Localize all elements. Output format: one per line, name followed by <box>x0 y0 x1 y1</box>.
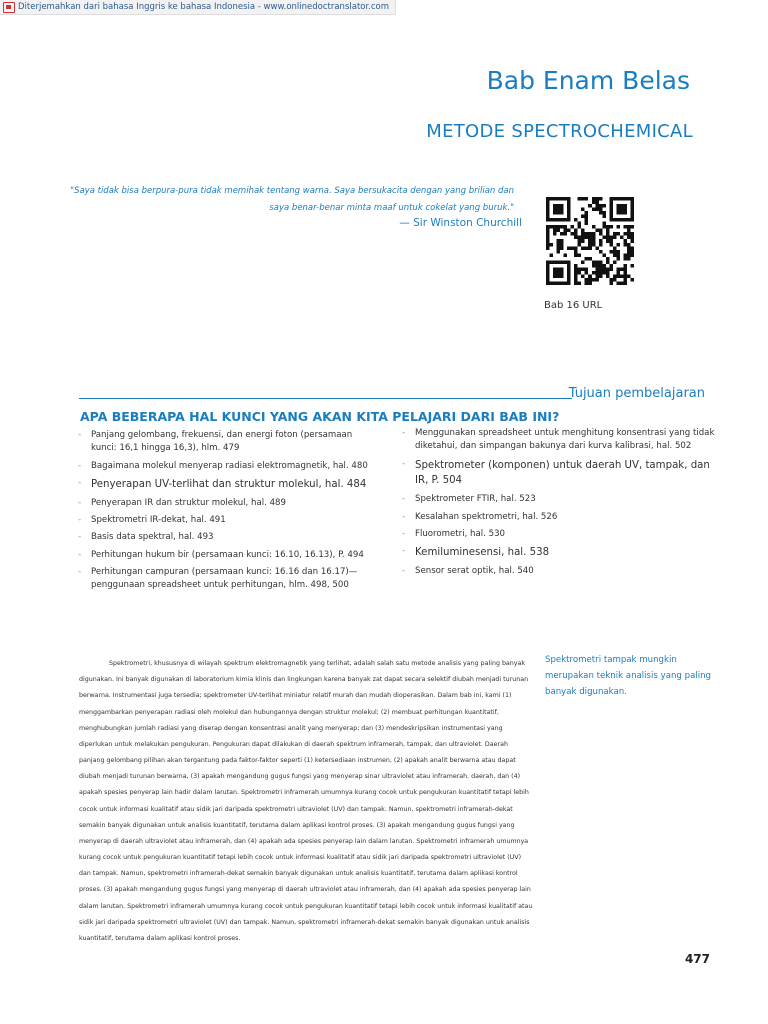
objective-item: - Kemiluminesensi, hal. 538 <box>402 545 722 561</box>
translator-banner[interactable] <box>0 0 396 15</box>
objective-item: - Kesalahan spektrometri, hal. 526 <box>402 511 722 524</box>
objectives-label: Tujuan pembelajaran <box>568 386 705 401</box>
objectives-heading: APA BEBERAPA HAL KUNCI YANG AKAN KITA PELAJARI DARI BAB INI? <box>80 409 560 424</box>
epigraph-line-2: saya benar-benar minta maaf untuk cokelat yang buruk." <box>269 203 514 213</box>
objective-item: - Spektrometri IR-dekat, hal. 491 <box>78 514 378 527</box>
qr-code-icon[interactable] <box>546 196 634 286</box>
page-number: 477 <box>684 952 710 966</box>
chapter-subtitle: METODE SPECTROCHEMICAL <box>426 121 693 142</box>
objective-item: - Spektrometer (komponen) untuk daerah UV, tampak, dan IR, P. 504 <box>402 458 722 490</box>
qr-caption: Bab 16 URL <box>544 300 603 311</box>
objective-item: - Penyerapan IR dan struktur molekul, hal. 489 <box>78 497 378 510</box>
objective-item: - Panjang gelombang, frekuensi, dan energi foton (persamaan kunci: 16,1 hingga 16,3), hlm. 479 <box>78 429 378 456</box>
objective-item: - Basis data spektral, hal. 493 <box>78 531 378 544</box>
chapter-title: Bab Enam Belas <box>486 66 690 95</box>
objective-item: - Sensor serat optik, hal. 540 <box>402 565 722 578</box>
objectives-list-left <box>78 429 378 597</box>
objective-item: - Fluorometri, hal. 530 <box>402 528 722 541</box>
document-icon <box>3 2 15 13</box>
margin-note: Spektrometri tampak mungkin merupakan teknik analisis yang paling banyak digunakan. <box>545 655 712 697</box>
objectives-list-right <box>402 427 722 582</box>
translator-banner-text: Diterjemahkan dari bahasa Inggris ke bahasa Indonesia - www.onlinedoctranslator.com <box>18 2 390 12</box>
objective-item: - Penyerapan UV-terlihat dan struktur molekul, hal. 484 <box>78 477 378 493</box>
objective-item: - Perhitungan hukum bir (persamaan kunci: 16.10, 16.13), P. 494 <box>78 549 378 562</box>
objective-item: - Spektrometer FTIR, hal. 523 <box>402 493 722 506</box>
objective-item: - Bagaimana molekul menyerap radiasi elektromagnetik, hal. 480 <box>78 460 378 473</box>
epigraph-attribution: — Sir Winston Churchill <box>399 217 522 229</box>
objective-item: - Perhitungan campuran (persamaan kunci: 16.16 dan 16.17)—penggunaan spreadsheet untuk perhitungan, hlm. 498, 500 <box>78 566 378 593</box>
objective-item: - Menggunakan spreadsheet untuk menghitung konsentrasi yang tidak diketahui, dan simpangan bakunya dari kurva kalibrasi, hal. 502 <box>402 427 722 454</box>
objectives-rule <box>79 398 572 399</box>
epigraph-line-1: "Saya tidak bisa berpura-pura tidak memihak tentang warna. Saya bersukacita dengan yang brilian dan <box>70 186 514 196</box>
body-paragraph: Spektrometri, khususnya di wilayah spektrum elektromagnetik yang terlihat, adalah salah satu metode analisis yang paling banyak digunakan. Ini banyak digunakan di laboratorium kimia klinis dan lingkungan karena banyak zat dapat secara selektif diubah menjadi turunan berwarna. Instrumentasi juga tersedia; spektrometer UV-terlihat miniatur relatif murah dan mudah dioperasikan. Dalam bab ini, kami (1) menggambarkan penyerapan radiasi oleh molekul dan hubungannya dengan struktur molekul; (2) membuat perhitungan kuantitatif, menghubungkan jumlah radiasi yang diserap dengan konsentrasi analit yang menyerap; dan (3) mendeskripsikan instrumentasi yang diperlukan untuk melakukan pengukuran. Pengukuran dapat dilakukan di daerah spektrum inframerah, tampak, dan ultraviolet. Daerah panjang gelombang pilihan akan tergantung pada faktor-faktor seperti (1) ketersediaan instrumen, (2) apakah analit berwarna atau dapat diubah menjadi turunan berwarna, (3) apakah mengandung gugus fungsi yang menyerap sinar ultraviolet atau inframerah. daerah, dan (4) apakah spesies penyerap lain hadir dalam larutan. Spektrometri inframerah umumnya kurang cocok untuk pengukuran kuantitatif tetapi lebih cocok untuk informasi kualitatif atau sidik jari daripada spektrometri ultraviolet (UV) dan tampak. Namun, spektrometri inframerah-dekat semakin banyak digunakan untuk analisis kuantitatif, terutama dalam aplikasi kontrol proses. (3) apakah mengandung gugus fungsi yang menyerap di daerah ultraviolet atau inframerah, dan (4) apakah ada spesies penyerap lain dalam larutan. Spektrometri inframerah umumnya kurang cocok untuk pengukuran kuantitatif tetapi lebih cocok untuk informasi kualitatif atau sidik jari daripada spektrometri ultraviolet (UV) dan tampak. Namun, spektrometri inframerah-dekat semakin banyak digunakan untuk analisis kuantitatif, terutama dalam aplikasi kontrol proses. (3) apakah mengandung gugus fungsi yang menyerap di daerah ultraviolet atau inframerah, dan (4) apakah ada spesies penyerap lain dalam larutan. Spektrometri inframerah umumnya kurang cocok untuk pengukuran kuantitatif tetapi lebih cocok untuk informasi kualitatif atau sidik jari daripada spektrometri ultraviolet (UV) dan tampak. Namun, spektrometri inframerah-dekat semakin banyak digunakan untuk analisis kuantitatif, terutama dalam aplikasi kontrol proses. <box>79 660 533 942</box>
